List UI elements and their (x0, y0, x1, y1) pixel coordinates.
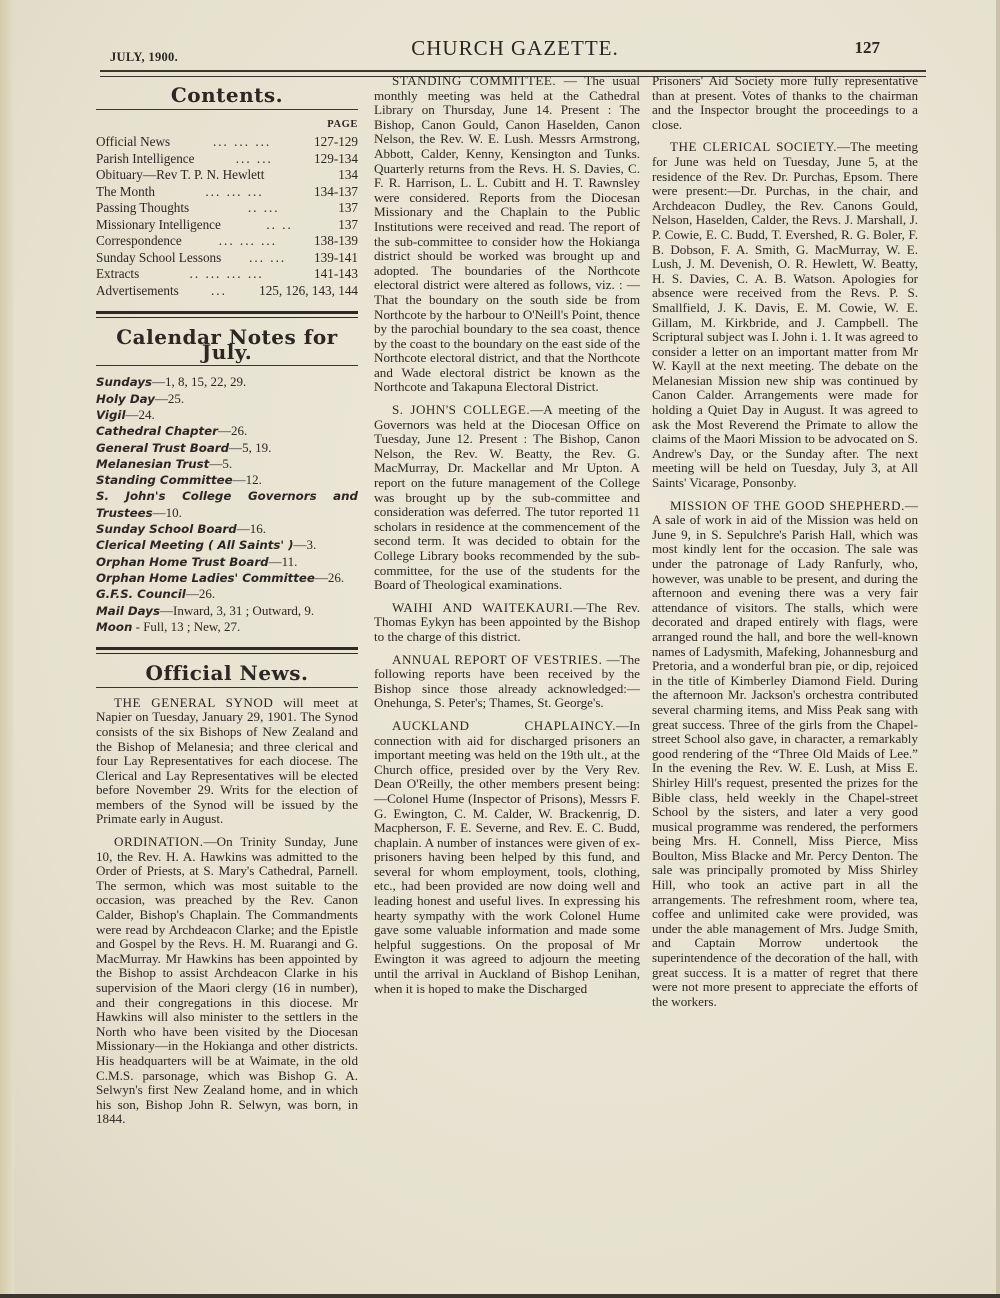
calendar-item: Melanesian Trust—5. (96, 455, 233, 471)
contents-item[interactable]: The Month ... ... ... 134-137 (96, 183, 358, 199)
issue-date: JULY, 1900. (110, 50, 179, 64)
section-divider (96, 647, 358, 654)
contents-item[interactable]: Official News ... ... ... 127-129 (96, 134, 358, 150)
contents-page-heading: PAGE (327, 118, 358, 130)
column-1 (96, 84, 358, 1135)
calendar-item: General Trust Board—5, 19. (96, 439, 272, 455)
contents-title: Contents. (170, 83, 284, 107)
contents-item[interactable]: Missionary Intelligence .. .. 137 (96, 216, 358, 232)
calendar-list (96, 374, 358, 635)
calendar-item: Holy Day—25. (96, 390, 185, 406)
article-standing-committee: STANDING COMMITTEE. — The usual monthly meeting was held at the Cathedral Library on Thursday, June 14. Present : The Bishop, Canon Gould, Canon Haselden, Canon Nelson, the Rev. W. E. Lush. Messrs Armstrong, Abbott, Calder, Kenny, Kensington and Tunks. Quarterly returns from the Revs. H. S. Davies, C. F. R. Harrison, L. L. Cubitt and H. T. Rawnsley were considered. Reports from the Diocesan Missionary and the Chaplain to the Public Institutions were received and read. The report of the sub-committee to consider how the Hokianga district should be worked was brought up and adopted. The boundaries of the Northcote electoral district were altered as follows, viz. : —That the boundary on the south side be from Northcote by the harbour to O'Neill's Point, thence by the parochial boundary to the sea coast, thence by the coast to the boundary on the east side of the Northcote electoral district, and that the Northcote and Wade electoral district be known as the Northcote and Takapuna Electoral District. (374, 73, 640, 395)
article-auckland-chaplaincy-continued: Prisoners' Aid Society more fully representative than at present. Votes of thanks to the chairman and the Inspector brought the proceedings to a close. (652, 73, 918, 132)
contents-item[interactable]: Correspondence ... ... ... 138-139 (96, 233, 358, 249)
calendar-item: G.F.S. Council—26. (96, 586, 216, 602)
article-st-johns-college: S. JOHN'S COLLEGE.—A meeting of the Governors was held at the Diocesan Office on Tuesday, June 12. Present : The Bishop, Canon Nelson, the Rev. W. Beatty, the Rev. G. MacMurray, Dr. Mackellar and Mr Upton. A report on the future management of the College was brought up by the sub-committee and consideration was deferred. The tutor reported 11 scholars in residence at the commencement of the second term. It was decided to obtain for the College Library books recommended by the sub-committee, for the use of the students for the Board of Theological examinations. (374, 402, 641, 593)
calendar-item: Clerical Meeting ( All Saints' )—3. (96, 537, 317, 553)
contents-item[interactable]: Parish Intelligence ... ... 129-134 (96, 150, 358, 166)
official-news-rule (96, 687, 358, 688)
column-3 (652, 74, 918, 1017)
calendar-item: Mail Days—Inward, 3, 31 ; Outward, 9. (96, 602, 315, 618)
article-mission-good-shepherd: MISSION OF THE GOOD SHEPHERD.—A sale of work in aid of the Mission was held on June 9, in S. Sepulchre's Parish Hall, which was most kindly lent for the occasion. The sale was under the patronage of Lady Ranfurly, who, however, was unable to be present, and during the afternoon and evening there was a very fair attendance of visitors. The stalls, which were decorated and draped entirely with flags, were arranged round the hall, and bore the well-known names of Ladysmith, Mafeking, Johannesburg and Pretoria, and a wonderful bran pie, or dip, rejoiced in the title of Kimberley Diamond Field. During the afternoon Mr. Jackson's orchestra contributed several charming items, and Miss Peak sang with great success. Three of the girls from the Chapel-street School also gave, in character, a remarkably good rendering of the “Three Old Maids of Lee.” In the evening the Rev. W. E. Lush, at Miss E. Shirley Hill's request, presented the prizes for the Bible class, held weekly in the Chapel-street School by the sisters, and later a very good musical programme was rendered, the performers being Mrs. H. Connell, Miss Pierce, Miss Boulton, Miss Blacke and Mr. Percy Denton. The sale was principally promoted by Miss Shirley Hill, who took an active part in all the arrangements. The refreshment room, where tea, coffee and unlimited cake were provided, was under the able management of Mrs. Judge Smith, and Captain Morrow undertook the superintendence of the decoration of the hall, with great success. It is a matter of regret that there were not more present to appreciate the efforts of the workers. (652, 497, 918, 1009)
contents-item[interactable]: Passing Thoughts .. ... 137 (96, 200, 358, 216)
running-header (100, 30, 930, 70)
calendar-rule (96, 365, 358, 366)
page-edge-left (0, 0, 14, 1298)
contents-list (96, 134, 358, 299)
article-clerical-society: THE CLERICAL SOCIETY.—The meeting for June was held on Tuesday, June 5, at the residence of the Rev. Dr. Purchas, Epsom. There were present:—Dr. Purchas, in the chair, and Archdeacon Dudley, the Rev. Canons Gould, Nelson, Haselden, Calder, the Revs. J. Marshall, J. P. Cowie, E. C. Budd, T. Evershed, R. G. Boler, F. B. Dobson, F. A. Smith, G. MacMurray, W. E. Lush, J. M. Devenish, O. R. Hewlett, W. Beatty, H. S. Davies, C. A. B. Watson. Apologies for absence were received from the Revs. P. S. Smallfield, J. K. Davis, E. M. Cowie, W. E. Gillam, M. Kirkbride, and J. Campbell. The Scriptural subject was I. John i. 1. It was agreed to consider a letter on an important matter from Mr W. Kayll at the next meeting. The debate on the Melanesian Mission new ship was continued by Canon Calder. Arrangements were made for holding a Quiet Day in August. It was agreed to ask the Most Reverend the Primate to allow the claims of the Maori Mission to be advocated on S. Andrew's Day, or the Sunday after. The next meeting will be held on Tuesday, July 3, at All Saints' Vicarage, Ponsonby. (652, 139, 918, 491)
section-divider (96, 311, 358, 318)
contents-item[interactable]: Sunday School Lessons ... ... 139-141 (96, 249, 358, 265)
publication-title: CHURCH GAZETTE. (411, 36, 619, 60)
column-2 (374, 74, 640, 1004)
calendar-item: Vigil—24. (96, 406, 155, 422)
calendar-item: Sunday School Board—16. (96, 521, 266, 537)
calendar-item: Cathedral Chapter—26. (96, 423, 248, 439)
calendar-item: Orphan Home Trust Board—11. (96, 553, 298, 569)
official-news-title: Official News. (145, 661, 309, 686)
contents-item[interactable]: Extracts .. ... ... ... 141-143 (96, 266, 358, 282)
page-edge-bottom (0, 1294, 1000, 1298)
contents-item[interactable]: Advertisements ... 125, 126, 143, 144 (96, 282, 358, 298)
page-number: 127 (854, 38, 880, 57)
calendar-item: S. John's College Governors and Trustees—10. (96, 489, 358, 520)
calendar-item: Standing Committee—12. (96, 472, 262, 488)
contents-rule (96, 109, 358, 110)
calendar-item: Sundays—1, 8, 15, 22, 29. (96, 374, 247, 390)
article-ordination: ORDINATION.—On Trinity Sunday, June 10, the Rev. H. A. Hawkins was admitted to the Order of Priests, at S. Mary's Cathedral, Parnell. The sermon, which was most suitable to the occasion, was preached by the Rev. Canon Calder, Bishop's Chaplain. The Commandments were read by Archdeacon Clarke; and the Epistle and Gospel by the Revs. H. M. Ruarangi and G. MacMurray. Mr Hawkins has been appointed by the Bishop to assist Archdeacon Clarke in his supervision of the Maori clergy (16 in number), and their congregations in this diocese. Mr Hawkins will also minister to the settlers in the North who have been visited by the Diocesan Missionary—in the Hokianga and other districts. His headquarters will be at Waimate, in the old C.M.S. parsonage, which was Bishop G. A. Selwyn's first New Zealand home, and in which his son, Bishop John R. Selwyn, was born, in 1844. (96, 834, 358, 1127)
article-auckland-chaplaincy: AUCKLAND CHAPLAINCY.—In connection with aid for discharged prisoners an important meeting was held on the 19th ult., at the Church office, presided over by the Very Rev. Dean O'Reilly, the other members present being:—Colonel Hume (Inspector of Prisons), Messrs F. G. Ewington, C. M. Calder, W. Brackenrig, D. Macpherson, F. E. Severne, and Rev. E. C. Budd, chaplain. A number of instances were given of ex-prisoners having been helped by this fund, and several for whom employment, tools, clothing, etc., had been provided are now doing well and leading honest and useful lives. In expressing his hearty sympathy with the work Colonel Hume gave some valuable information and made some helpful suggestions. On the proposal of Mr Ewington it was agreed to adjourn the meeting until the arrival in Auckland of Bishop Lenihan, when it is hoped to make the Discharged (374, 717, 640, 996)
page-edge-right (996, 0, 1000, 1298)
calendar-item: Orphan Home Ladies' Committee—26. (96, 569, 345, 585)
calendar-title: Calendar Notes for July. (116, 325, 338, 364)
contents-item[interactable]: Obituary—Rev T. P. N. Hewlett 134 (96, 167, 358, 183)
article-waihi-waitekauri: WAIHI AND WAITEKAURI.—The Rev. Thomas Eykyn has been appointed by the Bishop to the charge of this district. (374, 599, 640, 644)
calendar-item: Moon - Full, 13 ; New, 27. (96, 618, 241, 634)
article-annual-report-vestries: ANNUAL REPORT OF VESTRIES. —The following reports have been received by the Bishop since those already acknowledged:—Onehunga, S. Peter's; Thames, St. George's. (374, 651, 640, 711)
article-general-synod: THE GENERAL SYNOD will meet at Napier on Tuesday, January 29, 1901. The Synod consists of the six Bishops of New Zealand and the Bishop of Melanesia; and three clerical and four Lay Representatives for each diocese. The Clerical and Lay Representatives will be elected before November 29. Writs for the election of members of the Synod will be issued by the Primate early in August. (96, 694, 358, 827)
